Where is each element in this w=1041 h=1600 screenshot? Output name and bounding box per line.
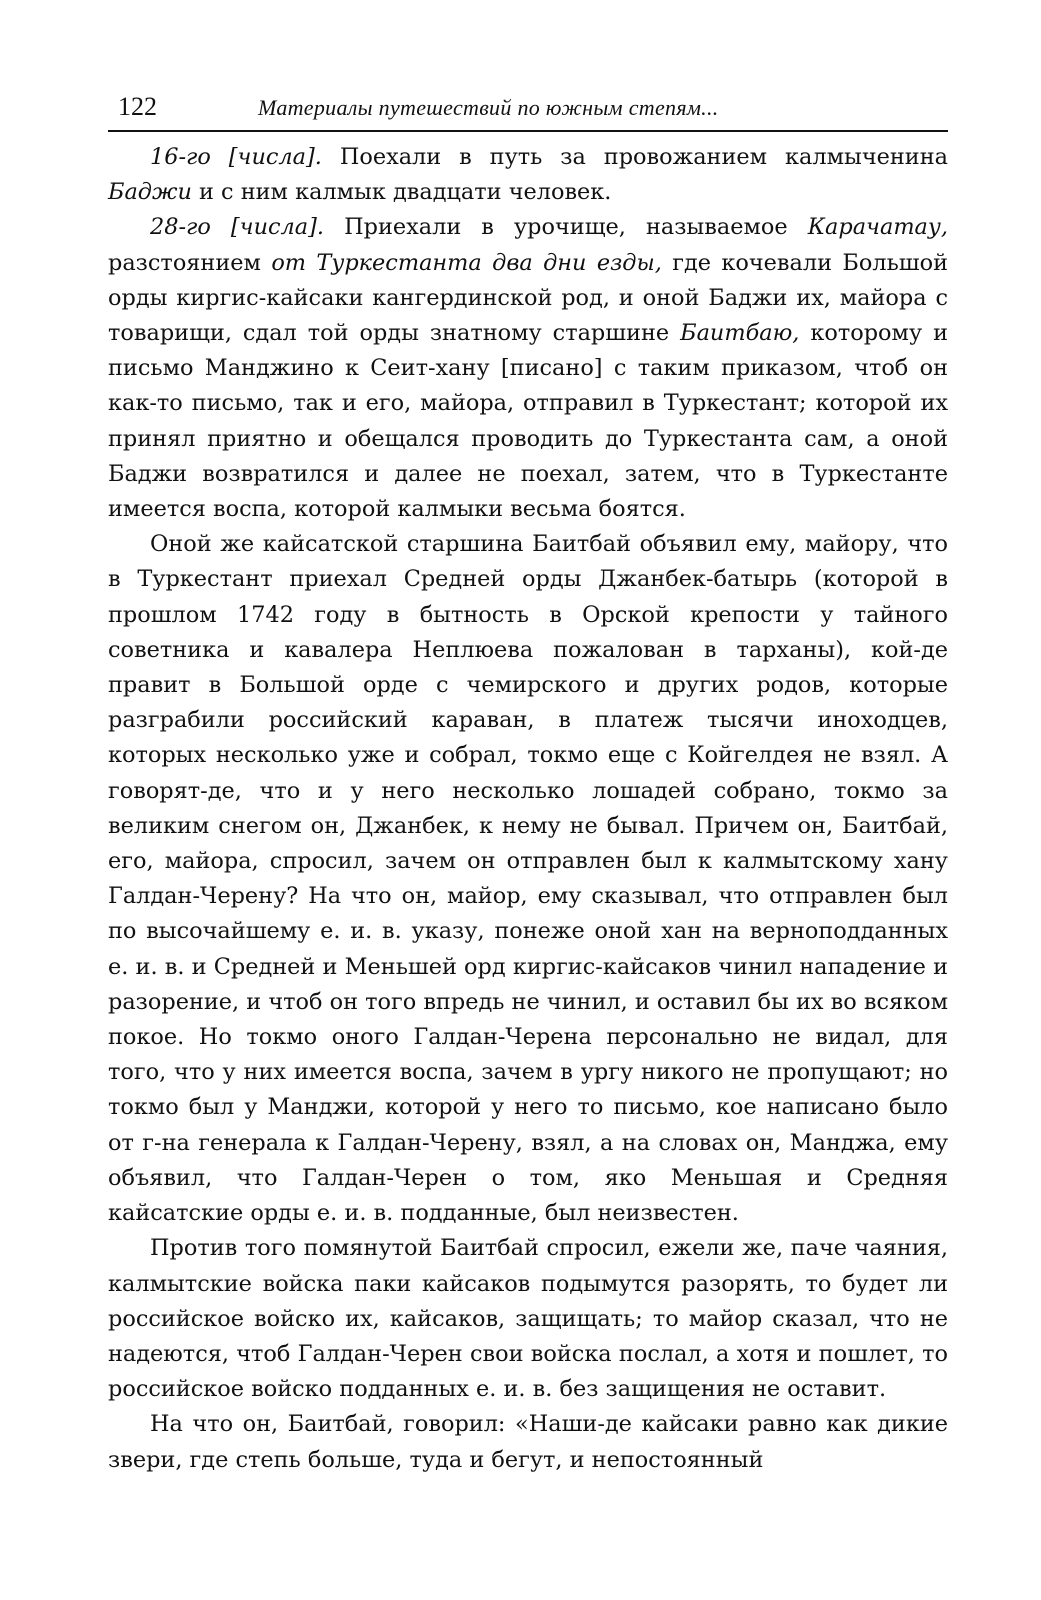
paragraph-text: Поехали в путь за провожанием калмыченина: [321, 144, 948, 170]
paragraph-text: которому и письмо Манджино к Сеит-хану [писано] с таким приказом, чтоб он как-то письмо, так и его, майора, отправил в Туркестант; которой их принял приятно и обещался проводить до Туркестанта сам, а оной Баджи возвратился и далее не поехал, затем, что в Туркестанте имеется воспа, которой калмыки весьма боятся.: [108, 320, 949, 523]
paragraph-2: [108, 210, 948, 527]
person-name: Баитбаю,: [680, 320, 800, 347]
page-header: [108, 92, 948, 128]
person-name: Баджи: [108, 179, 192, 206]
date-label: 16-го [числа].: [150, 144, 322, 170]
paragraph-text: разстоянием: [108, 249, 272, 276]
page-body: [108, 140, 948, 1478]
header-rule: [108, 130, 948, 132]
paragraph-1: [108, 140, 948, 210]
page-number: 122: [118, 92, 157, 121]
paragraph-4: Против того помянутой Баитбай спросил, ежели же, паче чаяния, калмытские войска паки кайсаков подымутся разорять, то будет ли российское войско их, кайсаков, защищать; то майор сказал, что не надеются, чтоб Галдан-Черен свои войска послал, а хотя и пошлет, то российское войско подданных е. и. в. без защищения не оставит.: [108, 1235, 948, 1403]
paragraph-text: где кочевали Большой орды киргис-кайсаки кангердинской род, и оной Баджи их, майора с товарищи, сдал той орды знатному старшине: [108, 249, 948, 347]
place-name: Карачатау,: [807, 214, 949, 241]
paragraph-text: Приехали в урочище, называемое: [324, 214, 808, 241]
paragraph-3: Оной же кайсатской старшина Баитбай объявил ему, майору, что в Туркестант приехал Средней орды Джанбек-батырь (которой в прошлом 1742 году в бытность в Орской крепости у тайного советника и кавалера Неплюева пожалован в тарханы), кой-де правит в Большой орде с чемирского и других родов, которые разграбили российский караван, в платеж тысячи иноходцев, которых несколько уже и собрал, токмо еще с Койгелдея не взял. А говорят-де, что и у него несколько лошадей собрано, токмо за великим снегом он, Джанбек, к нему не бывал. Причем он, Баитбай, его, майора, спросил, зачем он отправлен был к калмытскому хану Галдан-Черену? На что он, майор, ему сказывал, что отправлен был по высочайшему е. и. в. указу, понеже оной хан на верноподданных е. и. в. и Средней и Меньшей орд киргис-кайсаков чинил нападение и разорение, и чтоб он того впредь не чинил, и оставил бы их во всяком покое. Но токмо оного Галдан-Черена персонально не видал, для того, что у них имеется воспа, зачем в ургу никого не пропущают; но токмо был у Манджи, которой у него то письмо, кое написано было от г-на генерала к Галдан-Черену, взял, а на словах он, Манджа, ему объявил, что Галдан-Черен о том, яко Меньшая и Средняя кайсатские орды е. и. в. подданные, был неизвестен.: [108, 531, 948, 1227]
paragraph-5: На что он, Баитбай, говорил: «Наши-де кайсаки равно как дикие звери, где степь больше, туда и бегут, и непостоянный: [108, 1411, 948, 1473]
paragraph-text: и с ним калмык двадцати человек.: [191, 179, 612, 206]
date-label: 28-го [числа].: [150, 214, 325, 241]
distance-phrase: от Туркестанта два дни езды,: [271, 249, 662, 276]
running-title: Материалы путешествий по южным степям...: [258, 95, 719, 120]
